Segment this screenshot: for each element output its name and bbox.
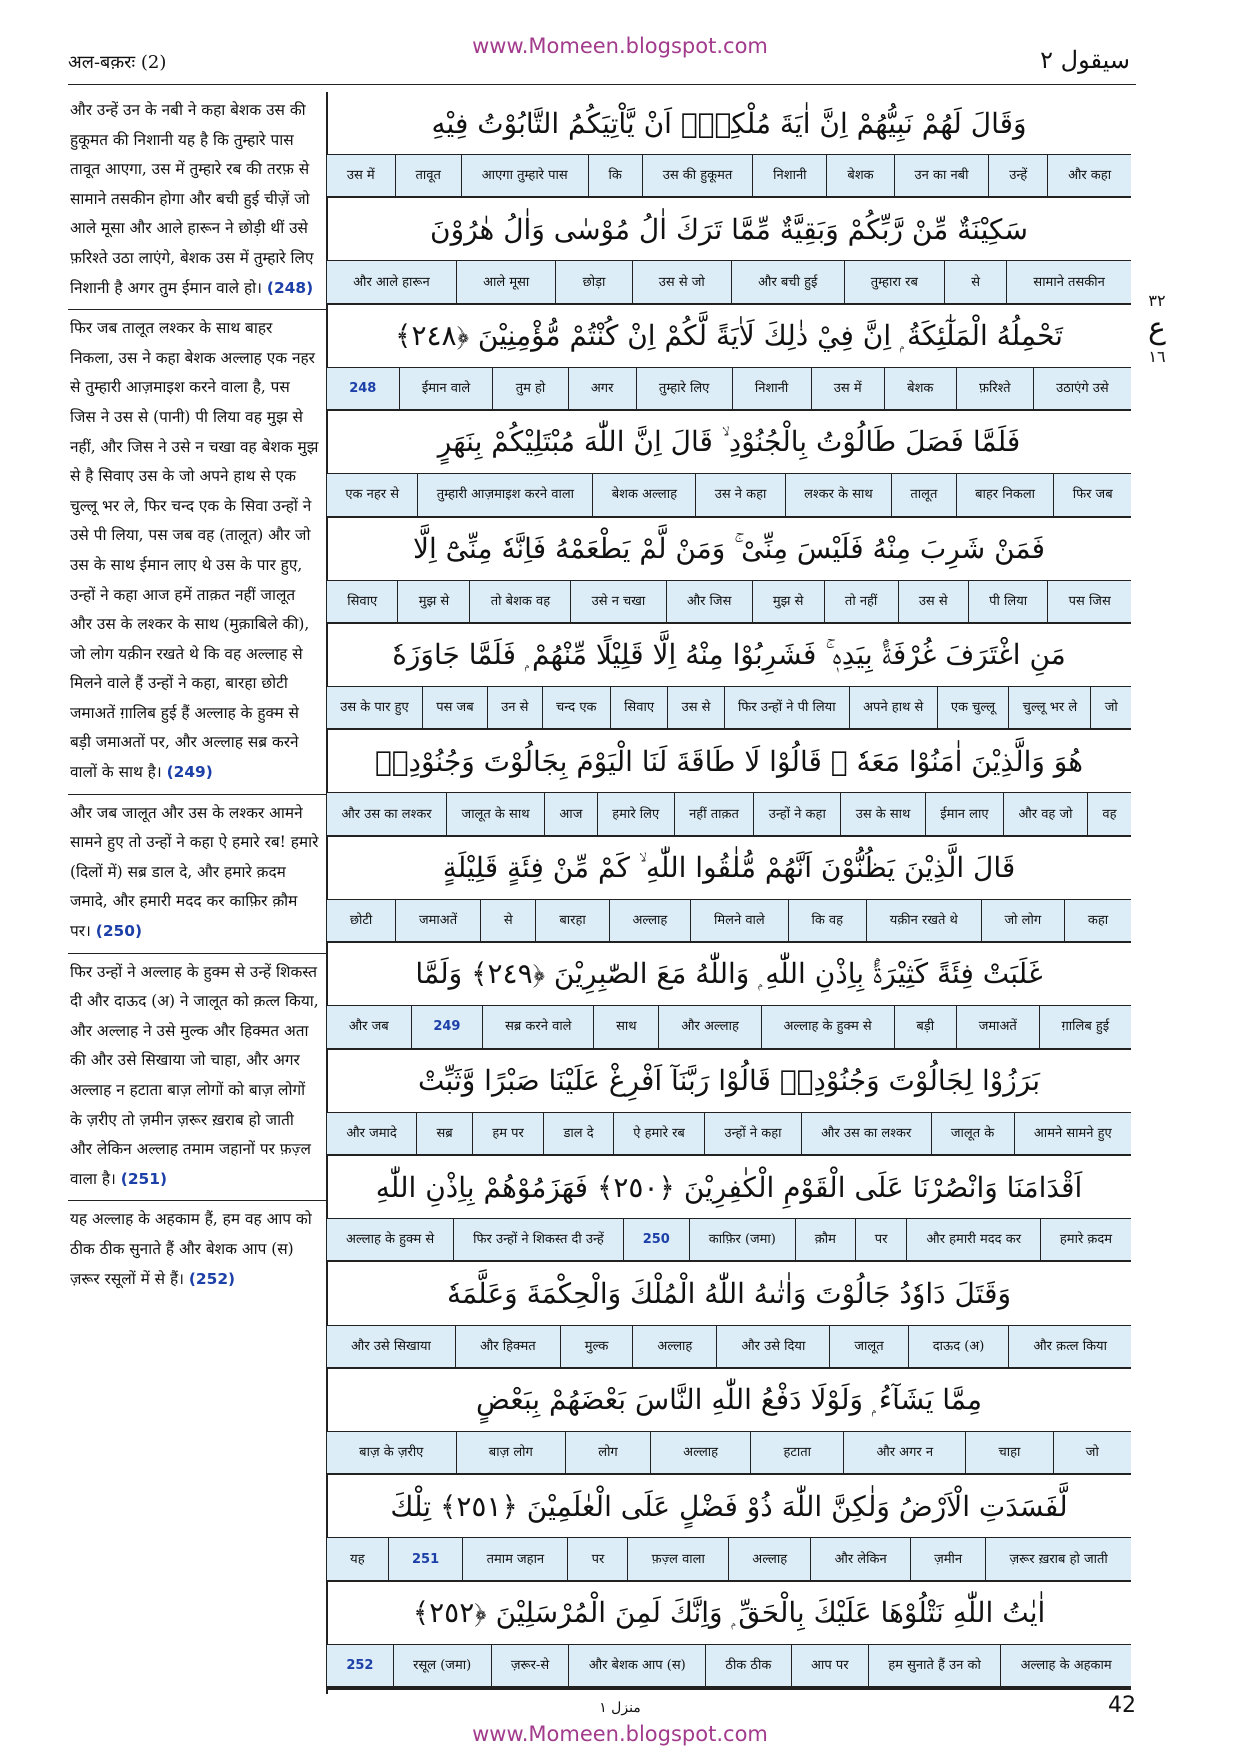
word-cell: और आले हारून [353,274,430,290]
arabic-line: وَقَتَلَ دَاوٗدُ جَالُوْتَ وَاٰتٰىهُ اللّٰهُ الْمُلْكَ وَالْحِكْمَةَ وَعَلَّمَهٗ [327,1262,1131,1325]
word-cell: उस में [346,168,375,184]
word-cell: फिर जब [1053,474,1131,515]
word-cell: उसे न चखा [570,581,665,622]
word-cell: उस से [898,581,968,622]
word-cell: छोड़ा [555,261,631,302]
word-cell: ऐ हमारे रब [613,1113,704,1154]
word-cell: और जमादे [346,1125,397,1141]
word-translation-row [327,1326,1131,1369]
arabic-line: غَلَبَتْ فِئَةً كَثِيْرَةًۢ بِاِذْنِ اللّٰهِ ۭ وَاللّٰهُ مَعَ الصّٰبِرِيْنَ ﴿٢٤٩﴾ وَلَمَّا [327,943,1131,1006]
word-cell: छोटी [349,913,373,929]
word-translation-row [327,793,1131,836]
header-url: www.Momeen.blogspot.com [472,34,768,58]
word-cell: उस ने कहा [695,474,784,515]
word-cell: डाल दे [543,1113,613,1154]
word-translation-row [327,1645,1131,1688]
translation-paragraph [68,310,326,795]
word-cell: दाऊद (अ) [908,1326,1009,1367]
word-cell: अल्लाह [609,900,691,941]
arabic-line: سَكِيْنَةٌ مِّنْ رَّبِّكُمْ وَبَقِيَّةٌ مِّمَّا تَرَكَ اٰلُ مُوْسٰى وَاٰلُ هٰرُوْنَ [327,198,1131,261]
word-cell: उन्हों ने कहा [704,1113,801,1154]
word-translation-row [327,1006,1131,1049]
word-cell: पी लिया [968,581,1047,622]
word-cell: आप पर [791,1645,868,1686]
footer-url: www.Momeen.blogspot.com [472,1722,768,1746]
ruku-number: ٣٢ [1148,291,1166,310]
arabic-line: مِمَّا يَشَآءُ ۭ وَلَوْلَا دَفْعُ اللّٰهِ النَّاسَ بَعْضَهُمْ بِبَعْضٍ [327,1369,1131,1432]
word-cell: और उसे सिखाया [351,1338,431,1354]
word-cell: और बेशक आप (स) [568,1645,705,1686]
word-cell: चुल्लू भर ले [1008,687,1090,728]
word-cell: अल्लाह के अहकाम [1000,1645,1131,1686]
word-cell: वह [1087,793,1131,834]
word-cell: अल्लाह [650,1432,750,1473]
word-cell: सिवाए [347,593,378,609]
word-cell: उस की हुकूमत [642,155,752,196]
translation-column [68,92,328,1694]
word-cell: उन का नबी [894,155,989,196]
ruku-marker [1140,290,1174,368]
word-cell: अल्लाह के हुक्म से [761,1006,894,1047]
word-cell: साथ [593,1006,658,1047]
word-cell: जो [1053,1432,1131,1473]
word-translation-row [327,474,1131,517]
word-cell: जालूत के [931,1113,1014,1154]
word-cell: और बची हुई [731,261,844,302]
word-cell: आज [544,793,597,834]
ruku-count: ١٦ [1148,347,1166,366]
word-translation-row [327,1219,1131,1262]
word-cell: तावूत [395,155,461,196]
word-cell: कि वह [788,900,866,941]
verse-number: (250) [95,922,142,941]
word-cell: उन से [487,687,542,728]
arabic-line: فَلَمَّا فَصَلَ طَالُوْتُ بِالْجُنُوْدِ ۙ قَالَ اِنَّ اللّٰهَ مُبْتَلِيْكُمْ بِنَهَرٍ [327,411,1131,474]
verse-number: (249) [166,763,213,782]
word-cell: ठीक ठीक [705,1645,791,1686]
word-cell: और उस का लश्कर [341,806,432,822]
surah-title: अल-बक़रः (2) [68,52,167,73]
word-cell: तो नहीं [824,581,898,622]
word-cell: और उस का लश्कर [801,1113,931,1154]
word-cell: तो बेशक वह [469,581,570,622]
verse-number: (251) [120,1169,167,1188]
word-cell: यक़ीन रखते थे [866,900,981,941]
arabic-line: فَمَنْ شَرِبَ مِنْهُ فَلَيْسَ مِنِّىْ ۚ وَمَنْ لَّمْ يَطْعَمْهُ فَاِنَّهٗ مِنِّىْٓ اِلَّا [327,518,1131,581]
word-cell: और क़त्ल किया [1008,1326,1131,1367]
paragraph-text: और जब जालूत और उस के लश्कर आमने सामने हुए तो उन्हों ने कहा ऐ हमारे रब! हमारे (दिलों में) सब्र डाल दे, और हमारे क़दम जमादे, और हमारी मदद कर काफ़िर क़ौम पर। [70,803,319,941]
word-cell: क़ौम [795,1219,855,1260]
word-cell: सब्र करने वाले [482,1006,593,1047]
word-cell: जालूत [829,1326,907,1367]
word-cell: ज़रूर-से [491,1645,569,1686]
word-cell: निशानी [732,368,811,409]
word-cell: और लेकिन [810,1538,910,1579]
word-cell: जमाअतें [395,900,480,941]
header-divider [68,84,1136,85]
word-cell: और वह जो [1003,793,1087,834]
word-cell: पर [567,1538,627,1579]
word-cell: फिर उन्हों ने पी लिया [724,687,849,728]
word-cell: हटाता [750,1432,843,1473]
word-translation-row [327,687,1131,730]
word-cell: मुझ से [397,581,469,622]
word-cell: 249 [411,1006,483,1047]
paragraph-text: फिर जब तालूत लश्कर के साथ बाहर निकला, उस ने कहा बेशक अल्लाह एक नहर से तुम्हारी आज़माइश करने वाला है, पस जिस ने उस से (पानी) पी लिया वह मुझ से नहीं, और जिस ने उसे न चखा वह बेशक मुझ से है सिवाए उस के जो अपने हाथ से एक चुल्लू भर ले, फिर चन्द एक के सिवा उन्हों ने उसे पी लिया, पस जब वह (तालूत) और जो उस के साथ ईमान लाए थे उस के पार हुए, उन्हों ने कहा आज हमें ताक़त नहीं जालूत और उस के लश्कर के साथ (मुक़ाबिले की), जो लोग यक़ीन रखते थे कि वह अल्लाह से मिलने वाले हैं उन्हों ने कहा, बारहा छोटी जमाअतें ग़ालिब हुई हैं अल्लाह के हुक्म से बड़ी जमाअतों पर, और अल्लाह सब्र करने वालों के साथ है। [70,319,319,782]
word-cell: आले मूसा [456,261,556,302]
word-cell: उस से [667,687,723,728]
word-translation-row [327,368,1131,411]
word-cell: ज़मीन [910,1538,985,1579]
word-translation-row [327,261,1131,304]
word-cell: अगर [568,368,636,409]
word-cell: लोग [565,1432,650,1473]
manzil-label: منزل ١ [599,1700,641,1716]
arabic-line: اَقْدَامَنَا وَانْصُرْنَا عَلَى الْقَوْمِ الْكٰفِرِيْنَ ﴿٢٥٠﴾ فَهَزَمُوْهُمْ بِاِذْنِ اللّٰهِ [327,1156,1131,1219]
word-cell: एक नहर से [345,487,400,503]
word-cell: ईमान वाले [399,368,493,409]
word-cell: 248 [349,381,377,397]
ruku-symbol: ع [1148,311,1166,346]
word-by-word-column [327,92,1131,1690]
word-cell: नहीं ताक़त [674,793,754,834]
word-cell: कहा [1064,900,1131,941]
word-cell: और अगर न [843,1432,965,1473]
word-cell: जो [1090,687,1131,728]
word-cell: और अल्लाह [658,1006,760,1047]
word-translation-row [327,581,1131,624]
word-cell: मुझ से [752,581,824,622]
translation-paragraph [68,954,326,1202]
word-cell: हम पर [472,1113,543,1154]
word-cell: पर [855,1219,907,1260]
arabic-line: لَّفَسَدَتِ الْاَرْضُ وَلٰكِنَّ اللّٰهَ ذُوْ فَضْلٍ عَلَى الْعٰلَمِيْنَ ﴿٢٥١﴾ تِلْكَ [327,1475,1131,1538]
word-cell: और जब [348,1019,389,1035]
word-cell: अल्लाह [632,1326,716,1367]
word-cell: यह [350,1551,365,1567]
word-cell: कि [588,155,642,196]
word-translation-row [327,1432,1131,1475]
word-cell: बेशक अल्लाह [592,474,695,515]
page-number: 42 [1108,1693,1136,1718]
word-cell: 251 [388,1538,463,1579]
word-cell: से [480,900,536,941]
word-translation-row [327,1113,1131,1156]
word-cell: सब्र [416,1113,472,1154]
word-cell: बाहर निकला [956,474,1054,515]
word-cell: उस में [811,368,884,409]
word-cell: चाहा [965,1432,1052,1473]
word-cell: मिलने वाले [690,900,787,941]
arabic-line: بَرَزُوْا لِجَالُوْتَ وَجُنُوْدِهٖ قَالُوْا رَبَّنَآ اَفْرِغْ عَلَيْنَا صَبْرًا وَّثَبِّتْ [327,1050,1131,1113]
word-cell: और हिक्मत [455,1326,560,1367]
word-cell: उठाएंगे उसे [1033,368,1131,409]
word-cell: और जिस [666,581,752,622]
word-cell: अल्लाह [728,1538,810,1579]
arabic-line: هُوَ وَالَّذِيْنَ اٰمَنُوْا مَعَهٗ ۙ قَالُوْا لَا طَاقَةَ لَنَا الْيَوْمَ بِجَالُوْتَ وَجُنُوْدِهٖ [327,730,1131,793]
word-cell: मुल्क [560,1326,633,1367]
paragraph-text: फिर उन्हों ने अल्लाह के हुक्म से उन्हें शिकस्त दी और दाऊद (अ) ने जालूत को क़त्ल किया, और अल्लाह ने उसे मुल्क और हिक्मत अता की और उसे सिखाया जो चाहा, और अगर अल्लाह न हटाता बाज़ लोगों को बाज़ लोगों के ज़रीए तो ज़मीन ज़रूर ख़राब हो जाती और लेकिन अल्लाह तमाम जहानों पर फ़ज़्ल वाला है। [70,962,319,1188]
word-cell: तुम्हारा रब [844,261,945,302]
word-cell: हमारे क़दम [1040,1219,1131,1260]
word-cell: रसूल (जमा) [393,1645,491,1686]
word-cell: बेशक [826,155,893,196]
word-cell: हमारे लिए [597,793,674,834]
word-cell: बाज़ लोग [456,1432,565,1473]
word-cell: से [944,261,1006,302]
word-cell: 252 [346,1657,374,1673]
word-cell: चन्द एक [542,687,610,728]
word-cell: बारहा [535,900,608,941]
word-cell: सामाने तसकीन [1006,261,1131,302]
word-cell: 250 [623,1219,689,1260]
arabic-line: قَالَ الَّذِيْنَ يَظُنُّوْنَ اَنَّهُمْ مُّلٰقُوا اللّٰهِ ۙ كَمْ مِّنْ فِئَةٍ قَلِيْلَةٍ [327,837,1131,900]
para-name: سیقول ۲ [1040,46,1130,74]
verse-number: (248) [266,278,314,297]
arabic-line: مَنِ اغْتَرَفَ غُرْفَةًۢ بِيَدِهٖ ۚ فَشَرِبُوْا مِنْهُ اِلَّا قَلِيْلًا مِّنْهُمْ ۭ فَلَمَّا جَاوَزَهٗ [327,624,1131,687]
word-cell: उन्हें [988,155,1047,196]
word-cell: फ़ज़्ल वाला [627,1538,728,1579]
word-translation-row [327,1538,1131,1581]
arabic-line: اٰيٰتُ اللّٰهِ نَتْلُوْهَا عَلَيْكَ بِالْحَقِّ ۭ وَاِنَّكَ لَمِنَ الْمُرْسَلِيْنَ ﴿٢٥٢﴾ [327,1582,1131,1645]
word-cell: जमाअतें [956,1006,1039,1047]
word-cell: उस के पार हुए [340,700,409,716]
word-cell: जो लोग [981,900,1064,941]
word-cell: काफ़िर (जमा) [689,1219,795,1260]
translation-paragraph [68,795,326,954]
word-cell: पस जब [422,687,487,728]
arabic-line: وَقَالَ لَهُمْ نَبِيُّهُمْ اِنَّ اٰيَةَ مُلْكِهٖٓ اَنْ يَّاْتِيَكُمُ التَّابُوْتُ فِيْهِ [327,92,1131,155]
word-cell: पस जिस [1047,581,1131,622]
word-cell: बेशक [884,368,956,409]
word-cell: आमने सामने हुए [1014,1113,1131,1154]
verse-number: (252) [188,1269,236,1288]
word-cell: उस के साथ [840,793,925,834]
word-cell: तुम्हारे लिए [636,368,732,409]
word-cell: उस से जो [632,261,731,302]
word-cell: अपने हाथ से [849,687,937,728]
word-cell: और कहा [1047,155,1131,196]
word-cell: हम सुनाते हैं उन को [868,1645,1000,1686]
word-cell: ईमान लाए [925,793,1003,834]
word-cell: ग़ालिब हुई [1039,1006,1131,1047]
word-cell: जालूत के साथ [446,793,544,834]
translation-paragraph [68,92,326,310]
word-cell: एक चुल्लू [937,687,1009,728]
word-cell: बाज़ के ज़रीए [359,1445,424,1461]
arabic-line: تَحْمِلُهُ الْمَلٰٓئِكَةُ ۭ اِنَّ فِيْ ذٰلِكَ لَاٰيَةً لَّكُمْ اِنْ كُنْتُمْ مُّؤْمِنِيْنَ ﴿٢٤٨﴾ [327,305,1131,368]
word-cell: तमाम जहान [462,1538,567,1579]
word-cell: लश्कर के साथ [785,474,891,515]
word-translation-row [327,900,1131,943]
word-cell: अल्लाह के हुक्म से [346,1232,435,1248]
word-cell: फिर उन्हों ने शिकस्त दी उन्हें [453,1219,623,1260]
word-translation-row [327,155,1131,198]
word-cell: सिवाए [610,687,668,728]
word-cell: तालूत [891,474,956,515]
word-cell: ज़रूर ख़राब हो जाती [985,1538,1131,1579]
word-cell: निशानी [752,155,826,196]
word-cell: और हमारी मदद कर [906,1219,1040,1260]
word-cell: तुम्हारी आज़माइश करने वाला [417,474,592,515]
translation-paragraph [68,1201,326,1300]
word-cell: फ़रिश्ते [956,368,1033,409]
word-cell: और उसे दिया [716,1326,829,1367]
paragraph-text: यह अल्लाह के अहकाम हैं, हम वह आप को ठीक ठीक सुनाते हैं और बेशक आप (स) ज़रूर रसूलों में से हैं। [70,1210,312,1288]
paragraph-text: और उन्हें उन के नबी ने कहा बेशक उस की हुकूमत की निशानी यह है कि तुम्हारे पास तावूत आएगा, उस में तुम्हारे रब की तरफ़ से सामाने तसकीन होगा और बची हुई चीज़ें जो आले मूसा और आले हारून ने छोड़ी थीं उसे फ़रिश्ते उठा लाएंगे, बेशक उस में तुम्हारे लिए निशानी है अगर तुम ईमान वाले हो। [70,101,314,297]
word-cell: उन्हों ने कहा [753,793,840,834]
word-cell: आएगा तुम्हारे पास [461,155,588,196]
word-cell: बड़ी [894,1006,956,1047]
word-cell: तुम हो [492,368,567,409]
